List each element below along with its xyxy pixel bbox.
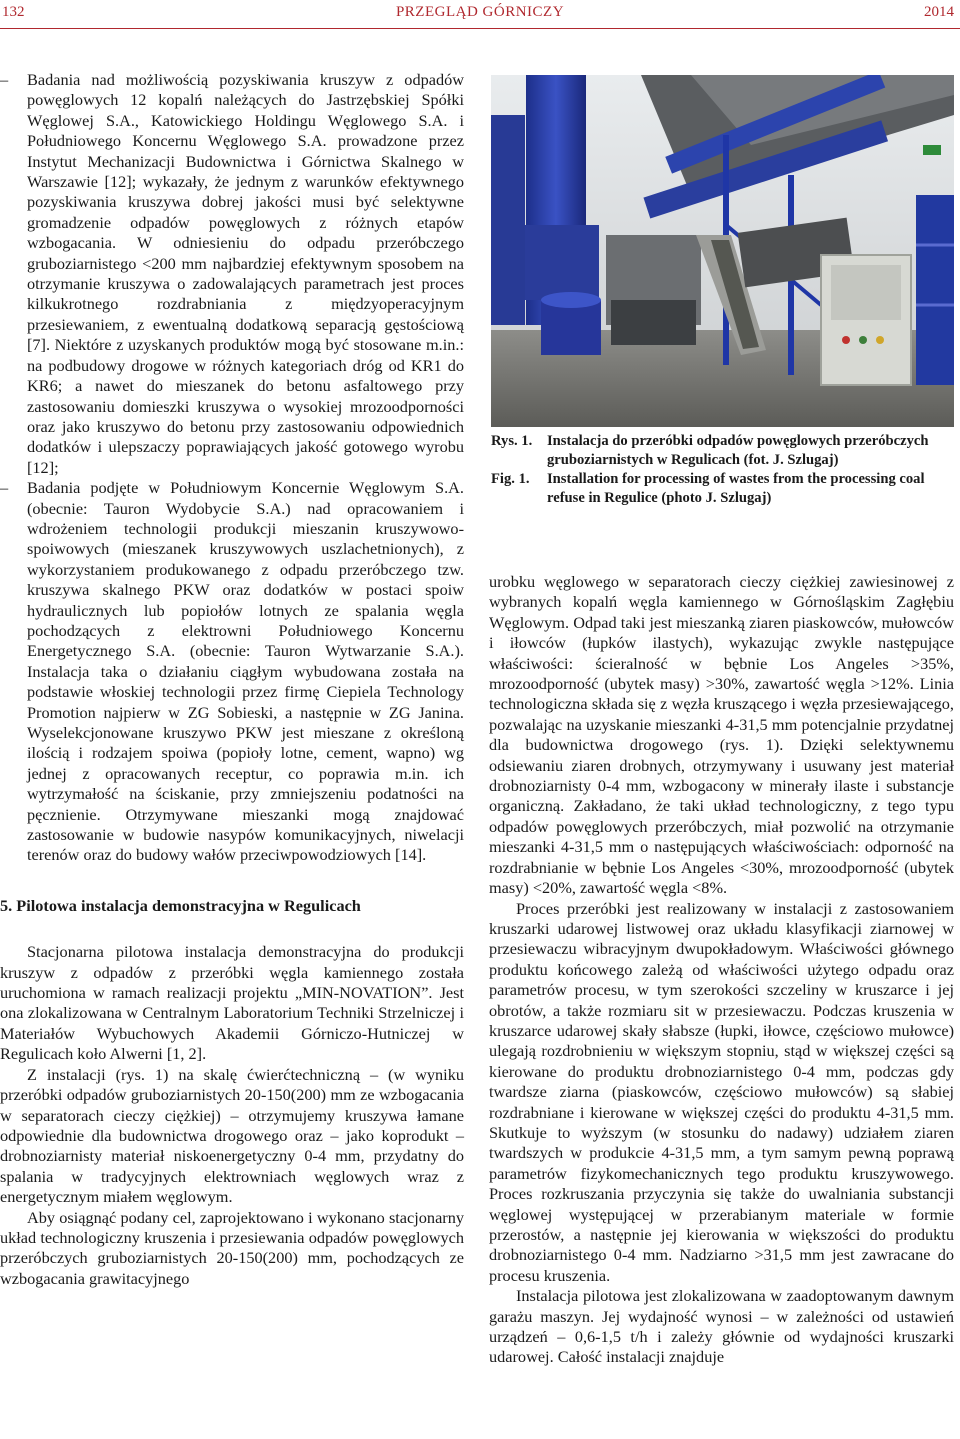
page-header — [0, 0, 960, 28]
bullet-marker: – — [0, 70, 9, 89]
paragraph: Aby osiągnąć podany cel, zaprojektowano i wykonano stacjonarny układ technologiczny kruszenia i przesiewania odpadów powęglowych przeróbczych gruboziarnistych 20-150(200) mm, pochodzących ze wzbogacania grawitacyjnego — [0, 1207, 464, 1288]
journal-title: PRZEGLĄD GÓRNICZY — [395, 4, 565, 20]
page-number: 132 — [2, 4, 25, 20]
right-column — [489, 572, 954, 1368]
paragraph: Proces przeróbki jest realizowany w instalacji z zastosowaniem kruszarki udarowej listwowej oraz układu klasyfikacji ziarnowej w przesiewaczu wibracyjnym dwupokładowym. Właściwości głównego produktu końcowego zależą od właściwości użytego odpadu oraz parametrów procesu, w tym szerokości szczeliny w kruszarce i jej obrotów, a także rozmiaru sit w przesiewaczu. Podczas kruszenia w kruszarce udarowej skały słabsze (łupki, iłowce, częściowo mułowce) ulegają rozdrobnieniu w większym stopniu, stąd w większej części są kierowane do produktu drobnoziarnistego 0-4 mm, podczas gdy twardsze ziarna (piaskowców, częściowo mułowców) są słabiej rozdrabniane i kierowane w większej części do produktu 4-31,5 mm. Skutkuje to wyższym (w stosunku do nadawy) udziałem ziaren twardszych w produkcie 4-31,5 mm, a tym samym pewną poprawą parametrów fizykomechanicznych tego produktu kruszywowego. Proces rozkruszania przyczynia się także do uwalniania substancji węglowej występującej w przerabianym materiale w formie przerostów, a następnie jej kierowania w większości do produktu drobnoziarnistego 0-4 mm. Nadziarno >31,5 mm jest zawracane do procesu kruszenia. — [489, 898, 954, 1285]
bullet-item — [0, 70, 464, 478]
paragraph: Z instalacji (rys. 1) na skalę ćwierćtechniczną – (w wyniku przeróbki odpadów gruboziarnistych 20-150(200) mm ze wzbogacania w separatorach cieczy ciężkiej) – otrzymujemy kruszywa łamane odpowiednie dla budownictwa drogowego oraz – jako koprodukt – drobnoziarnisty materiał niskoenergetyczny 0-4 mm, przydatny do spalania w tradycyjnych elektrowniach węglowych wraz z energetycznym miałem węglowym. — [0, 1064, 464, 1207]
caption-label: Rys. 1. — [491, 433, 533, 449]
caption-english — [491, 470, 956, 508]
bullet-marker: – — [0, 478, 9, 498]
caption-text: Installation for processing of wastes from the processing coal refuse in Regulice (photo J. Szlugaj) — [547, 471, 925, 506]
caption-text: Instalacja do przeróbki odpadów powęglowych przeróbczych gruboziarnistych w Regulicach (fot. J. Szlugaj) — [547, 433, 929, 468]
figure-photo — [491, 75, 954, 427]
publication-year: 2014 — [924, 4, 954, 20]
bullet-text: Badania nad możliwością pozyskiwania kruszyw z odpadów powęglowych 12 kopalń należących do Jastrzębskiej Spółki Węglowej S.A., Katowickiego Holdingu Węglowego S.A. i Południowego Koncernu Węglowego S.A. prowadzone przez Instytut Mechanizacji Budownictwa i Górnictwa Skalnego w Warszawie [12]; wykazały, że jednym z warunków efektywnego pozyskiwania kruszywa dobrej jakości musi być selektywne gromadzenie odpadów powęglowych z różnych etapów wzbogacania. W odniesieniu do odpadu przeróbczego gruboziarnistego <200 mm najbardziej efektywnym sposobem na otrzymanie kruszywa o zadowalających parametrach jest proces kilkukrotnego rozdrabniania z międzyoperacyjnym przesiewaniem, z ewentualną dodatkową separacją gęstościową [7]. Niektóre z uzyskanych produktów mogą być stosowane m.in.: na podbudowy drogowe w różnych kategoriach dróg od KR1 do KR6; a nawet do mieszanek do betonu asfaltowego przy zastosowaniu domieszki kruszywa o wysokiej mrozoodporności oraz jako kruszywo do betonu przy zastosowaniu odpowiednich dodatków i ulepszaczy poprawiających jakość gotowego wyrobu [12]; — [27, 70, 464, 477]
left-column — [0, 70, 464, 1289]
caption-label: Fig. 1. — [491, 471, 530, 487]
caption-polish — [491, 432, 956, 470]
bullet-item — [0, 478, 464, 866]
bullet-text: Badania podjęte w Południowym Koncernie Węglowym S.A. (obecnie: Tauron Wydobycie S.A.) nad opracowaniem i wdrożeniem technologii produkcji mieszanin kruszywowo-spoiwowych (mieszanek kruszywowych uszlachetnionych), z wykorzystaniem produkowanego z odpadu przeróbczego tzw. kruszywa skalnego PKW oraz dodatków w postaci spoiw hydraulicznych lub popiołów lotnych ze spalania węgla pochodzących z elektrowni Południowego Koncernu Energetycznego S.A. (obecnie: Tauron Wytwarzanie S.A.). Instalacja taka o działaniu ciągłym wybudowana została na podstawie włoskiej technologii przez firmę Ciepiela Technology Promotion najpierw w ZG Sobieski, a następnie w ZG Janina. Wyselekcjonowane kruszywo PKW jest mieszane z określoną ilością i rodzajem spoiwa (popioły lotne, cement, wapno) wg jednej z opracowanych receptur, co poprawia m.in. ich wytrzymałość na ściskanie, przy zmniejszeniu podatności na pęcznienie. Otrzymywane mieszanki mogą znajdować zastosowanie w budowie nasypów komunikacyjnych, niwelacji terenów oraz do budowy wałów przeciwpowodziowych [14]. — [27, 478, 464, 865]
paragraph: urobku węglowego w separatorach cieczy ciężkiej zawiesinowej z wybranych kopalń węgla kamiennego w Górnośląskim Zagłębiu Węglowym. Odpad taki jest mieszanką ziaren piaskowców, mułowców i iłowców (łupków ilastych), wykazując zwykle następujące właściwości: ścieralność w bębnie Los Angeles >35%, mrozoodporność (ubytek masy) >30%, zawartość węgla >12%. Linia technologiczna składa się z węzła kruszącego i węzła przesiewającego, pozwalając na uzyskanie mieszanki 4-31,5 mm potencjalnie przydatnej dla budownictwa drogowego (rys. 1). Dzięki selektywnemu odsiewaniu ziaren drobnych, otrzymywany i usuwany jest materiał drobnoziarnisty 0-4 mm, wzbogacony w minerały ilaste i substancje organiczną. Zakładano, że taki układ technologiczny, z tego typu odpadów powęglowych przeróbczych, miał pozwolić na otrzymanie mieszanki 4-31,5 mm o następujących właściwościach: odporność na rozdrabnianie w bębnie Los Angeles <30%, mrozoodporność (ubytek masy) <20%, zawartość węgla <8%. — [489, 572, 954, 898]
paragraph: Stacjonarna pilotowa instalacja demonstracyjna do produkcji kruszyw z odpadów z przeróbki węgla kamiennego została uruchomiona w ramach realizacji projektu „MIN-NOVATION”. Jest ona zlokalizowana w Centralnym Laboratorium Techniki Strzelniczej i Materiałów Wybuchowych Akademii Górniczo-Hutniczej w Regulicach koło Alwerni [1, 2]. — [0, 942, 464, 1064]
section-heading: 5. Pilotowa instalacja demonstracyjna w Regulicach — [0, 895, 361, 915]
header-rule — [0, 28, 960, 29]
paragraph: Instalacja pilotowa jest zlokalizowana w zaadoptowanym dawnym garażu maszyn. Jej wydajność wynosi – w zależności od ustawień urządzeń – 0,6-1,5 t/h i zależy głównie od wydajności kruszarki udarowej. Całość instalacji znajduje — [489, 1286, 954, 1367]
figure-caption — [491, 432, 956, 508]
installation-photo-illustration — [491, 75, 954, 427]
